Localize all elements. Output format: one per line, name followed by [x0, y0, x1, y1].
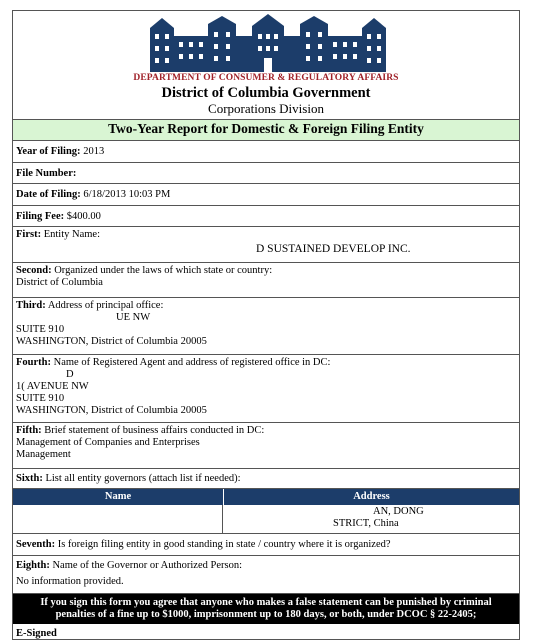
office-address-line3: WASHINGTON, District of Columbia 20005: [16, 336, 207, 347]
department-name: DEPARTMENT OF CONSUMER & REGULATORY AFFAIRS: [133, 73, 399, 83]
third-principal-office-row: [13, 297, 519, 354]
organized-value: District of Columbia: [16, 277, 103, 288]
entity-name-value: D SUSTAINED DEVELOP INC.: [256, 243, 411, 255]
filing-fee-row: [13, 205, 519, 226]
agent-line4: WASHINGTON, District of Columbia 20005: [16, 405, 207, 416]
table-row: [13, 505, 519, 533]
division-name: Corporations Division: [208, 101, 324, 116]
second-text: Organized under the laws of which state or country:: [54, 265, 273, 276]
governor-address-line2: STRICT, China: [333, 518, 399, 529]
form-title: Two-Year Report for Domestic & Foreign Filing Entity: [13, 119, 519, 140]
col-address-header: Address: [353, 491, 390, 502]
governors-table-header: [13, 489, 519, 505]
first-entity-name-row: [13, 226, 519, 262]
date-value: 6/18/2013 10:03 PM: [83, 189, 171, 200]
agent-line1: D: [66, 369, 74, 380]
office-address-line1: UE NW: [116, 312, 151, 323]
report-form: [12, 10, 520, 640]
seventh-text: Is foreign filing entity in good standing in state / country where it is organized?: [57, 539, 391, 550]
agent-line2: 1( AVENUE NW: [16, 381, 89, 392]
building-logo-icon: [148, 14, 388, 72]
year-label: Year of Filing:: [16, 146, 81, 157]
third-text: Address of principal office:: [47, 300, 164, 311]
business-line2: Management: [16, 449, 71, 460]
governor-address-line1: AN, DONG: [373, 506, 424, 517]
governor-address-cell: [223, 505, 519, 533]
office-address-line2: SUITE 910: [16, 324, 65, 335]
governor-name-cell: [13, 505, 223, 533]
sixth-text: List all entity governors (attach list if needed):: [45, 473, 241, 484]
governors-table: [13, 488, 519, 533]
fifth-text: Brief statement of business affairs conducted in DC:: [44, 425, 265, 436]
first-text: Entity Name:: [43, 229, 100, 240]
fifth-business-affairs-row: [13, 422, 519, 468]
eighth-text: Name of the Governor or Authorized Person:: [52, 560, 243, 571]
form-header: [13, 11, 519, 119]
third-label: Third:: [16, 300, 46, 311]
eighth-label: Eighth:: [16, 560, 50, 571]
date-label: Date of Filing:: [16, 189, 81, 200]
sixth-governors-row: [13, 468, 519, 488]
fee-label: Filing Fee:: [16, 211, 65, 222]
seventh-good-standing-row: [13, 533, 519, 555]
first-label: First:: [16, 229, 42, 240]
year-of-filing-row: [13, 140, 519, 162]
file-number-row: [13, 162, 519, 183]
second-organized-row: [13, 262, 519, 297]
false-statement-warning: [13, 593, 519, 624]
sixth-label: Sixth:: [16, 473, 43, 484]
authorized-person-value: No information provided.: [16, 576, 124, 587]
fifth-label: Fifth:: [16, 425, 42, 436]
col-name-header: Name: [13, 489, 224, 505]
business-line1: Management of Companies and Enterprises: [16, 437, 200, 448]
fourth-registered-agent-row: [13, 354, 519, 422]
warning-line2: penalties of a fine up to $1000, imprisonment up to 180 days, or both, under DCOC § 22-2405;: [55, 609, 477, 620]
year-value: 2013: [83, 146, 105, 157]
esigned-row: [13, 624, 519, 642]
seventh-label: Seventh:: [16, 539, 56, 550]
esigned-label: E-Signed: [16, 628, 57, 639]
government-name: District of Columbia Government: [161, 85, 371, 101]
date-of-filing-row: [13, 183, 519, 205]
file-number-label: File Number:: [16, 168, 77, 179]
warning-line1: If you sign this form you agree that anyone who makes a false statement can be punished by criminal: [40, 597, 492, 608]
fee-value: $400.00: [66, 211, 101, 222]
fourth-label: Fourth:: [16, 357, 51, 368]
fourth-text: Name of Registered Agent and address of registered office in DC:: [53, 357, 331, 368]
eighth-authorized-person-row: [13, 555, 519, 593]
agent-line3: SUITE 910: [16, 393, 65, 404]
second-label: Second:: [16, 265, 52, 276]
